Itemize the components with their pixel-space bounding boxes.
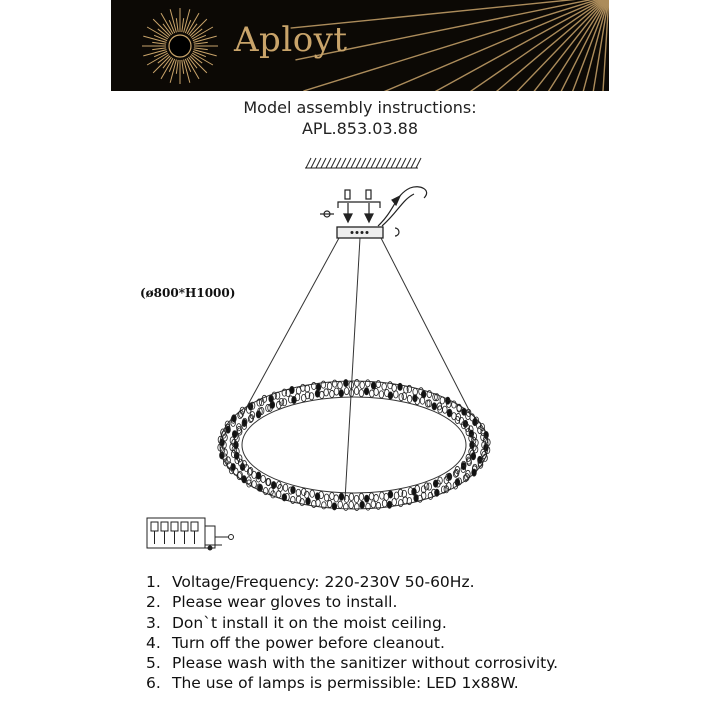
banner-graphic [111, 0, 609, 91]
list-item: 1. Voltage/Frequency: 220-230V 50-60Hz. [146, 573, 475, 591]
list-item: 2. Please wear gloves to install. [146, 593, 398, 612]
brand-logo: Aployt [234, 20, 348, 60]
suspension-cables [244, 238, 470, 500]
brand-banner [111, 0, 609, 91]
crystal-ring [218, 379, 490, 510]
chandelier-diagram [0, 145, 720, 565]
ceiling-canopy [337, 227, 383, 238]
ceiling-hatch [305, 158, 421, 168]
terminal-block-icon [147, 518, 234, 550]
model-number: APL.853.03.88 [301, 119, 419, 138]
dimension-label: (ø800*H1000) [140, 286, 236, 300]
page-title: Model assembly instructions: [243, 98, 477, 117]
list-item: 4. Turn off the power before cleanout. [146, 633, 445, 652]
list-item: 3. Don`t install it on the moist ceiling. [146, 613, 447, 632]
list-item: 6. The use of lamps is permissible: LED 1x88W. [146, 674, 519, 693]
instructions-list [146, 572, 558, 694]
list-item: 5. Please wash with the sanitizer without corrosivity. [146, 654, 559, 673]
sun-core [169, 35, 191, 57]
